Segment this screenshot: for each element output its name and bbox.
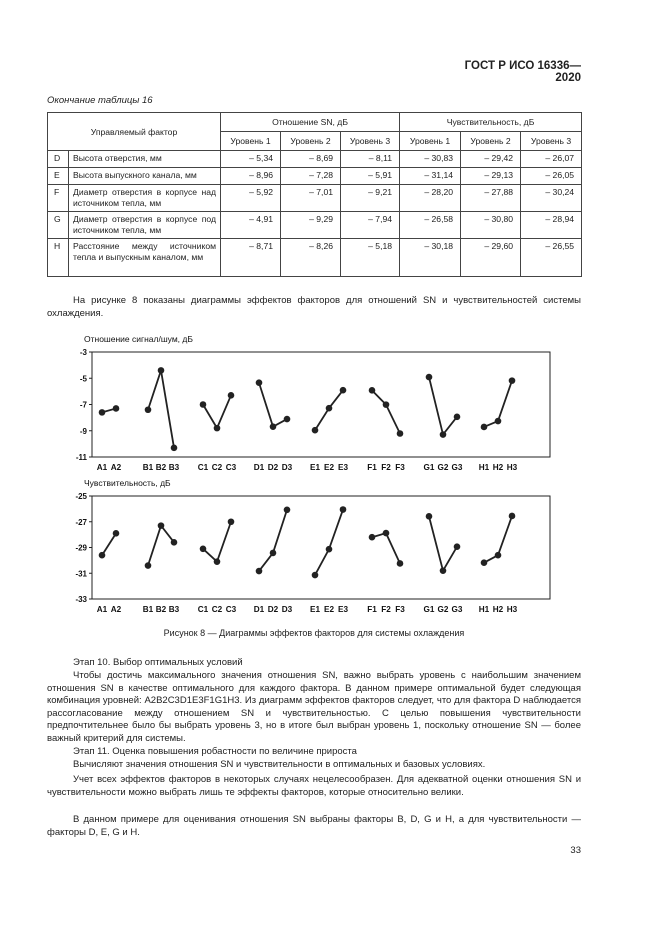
y-tick-label: -25 (75, 492, 87, 501)
table-cell: – 9,29 (281, 212, 341, 239)
data-point (326, 546, 333, 553)
data-point (312, 427, 319, 434)
table-cell: – 27,88 (461, 185, 521, 212)
table-cell: – 8,71 (221, 239, 281, 277)
table-row (48, 212, 582, 239)
data-point (509, 377, 516, 384)
x-tick-label: A2 (110, 463, 122, 472)
table-cell: – 30,24 (521, 185, 582, 212)
stage-11-heading: Этап 11. Оценка повышения робастности по величине прироста (73, 746, 357, 757)
x-tick-label: E3 (337, 463, 349, 472)
x-tick-label: H2 (492, 605, 504, 614)
table-cell: – 29,42 (461, 151, 521, 168)
x-tick-label: H3 (506, 605, 518, 614)
x-tick-label: F3 (395, 463, 405, 472)
chart-title: Чувствительность, дБ (84, 478, 171, 488)
table-cell: – 4,91 (221, 212, 281, 239)
table-row (48, 185, 582, 212)
factor-code: H (48, 239, 69, 277)
effect-line-2 (148, 370, 174, 447)
data-point (99, 409, 106, 416)
header-factor: Управляемый фактор (48, 113, 221, 151)
x-tick-label: D1 (253, 463, 265, 472)
data-point (440, 431, 447, 438)
data-point (481, 559, 488, 566)
y-tick-label: -31 (75, 569, 87, 579)
x-tick-label: A1 (96, 463, 108, 472)
table-cell: – 8,69 (281, 151, 341, 168)
x-tick-label: D2 (267, 605, 279, 614)
factor-code: F (48, 185, 69, 212)
x-tick-label: F2 (381, 605, 391, 614)
x-tick-label: G1 (423, 605, 435, 614)
document-header: ГОСТ Р ИСО 16336—2020 (464, 60, 581, 84)
table-cell: – 8,11 (341, 151, 400, 168)
x-tick-label: H1 (478, 605, 490, 614)
x-tick-label: D1 (253, 605, 265, 614)
x-tick-label: A1 (96, 605, 108, 614)
x-tick-label: C1 (197, 463, 209, 472)
data-point (113, 530, 120, 537)
x-tick-label: H3 (506, 463, 518, 472)
x-tick-label: B2 (155, 463, 167, 472)
x-tick-label: B1 (142, 463, 154, 472)
data-point (454, 543, 461, 550)
table-cell: – 7,28 (281, 168, 341, 185)
paragraph: В данном примере для оценивания отношения SN выбраны факторы B, D, G и H, а для чувствительности — факторы D, E, G и H. (47, 814, 581, 838)
x-tick-label: C2 (211, 605, 223, 614)
data-point (171, 445, 178, 452)
x-tick-label: E1 (309, 605, 321, 614)
table-cell: – 5,92 (221, 185, 281, 212)
table-row (48, 168, 582, 185)
table-caption: Окончание таблицы 16 (47, 95, 153, 106)
data-point (214, 425, 221, 432)
data-point (383, 401, 390, 408)
data-point (426, 374, 433, 381)
table-cell: – 26,05 (521, 168, 582, 185)
intro-paragraph: На рисунке 8 показаны диаграммы эффектов факторов для отношений SN и чувствительностей системы охлаждения. (47, 295, 581, 319)
table-cell: – 5,18 (341, 239, 400, 277)
table-cell: – 26,58 (400, 212, 461, 239)
data-point (200, 401, 207, 408)
x-tick-label: G2 (437, 463, 449, 472)
y-tick-label: -27 (75, 517, 87, 527)
y-tick-label: -9 (79, 426, 87, 436)
effects-figure (70, 330, 560, 620)
effect-line-6 (372, 533, 400, 563)
table-cell: – 29,13 (461, 168, 521, 185)
data-point (256, 379, 263, 386)
table-cell: – 30,18 (400, 239, 461, 277)
data-point (145, 562, 152, 569)
data-point (369, 387, 376, 394)
table-cell: – 29,60 (461, 239, 521, 277)
factor-code: E (48, 168, 69, 185)
x-tick-label: A2 (110, 605, 122, 614)
data-point (158, 522, 165, 529)
x-tick-label: F1 (367, 605, 377, 614)
data-point (158, 367, 165, 374)
header-level: Уровень 3 (521, 132, 582, 151)
x-tick-label: E1 (309, 463, 321, 472)
x-tick-label: B2 (155, 605, 167, 614)
x-tick-label: F2 (381, 463, 391, 472)
data-point (270, 550, 277, 557)
effect-line-4 (259, 510, 287, 571)
y-tick-label: -33 (75, 595, 87, 604)
x-tick-label: H1 (478, 463, 490, 472)
table-cell: – 7,94 (341, 212, 400, 239)
x-tick-label: C2 (211, 463, 223, 472)
data-point (426, 513, 433, 520)
table-row (48, 151, 582, 168)
effect-line-2 (148, 526, 174, 566)
x-tick-label: E2 (323, 605, 335, 614)
effect-line-3 (203, 522, 231, 562)
paragraph: Вычисляют значения отношения SN и чувствительности в оптимальных и базовых условиях. (73, 759, 486, 770)
factor-name: Расстояние между источником тепла и выпускным каналом, мм (69, 239, 221, 277)
data-point (284, 506, 291, 513)
table-cell: – 9,21 (341, 185, 400, 212)
data-point (454, 414, 461, 421)
data-point (228, 392, 235, 399)
y-tick-label: -3 (79, 348, 87, 357)
table-cell: – 28,94 (521, 212, 582, 239)
x-tick-label: C3 (225, 605, 237, 614)
x-tick-label: G1 (423, 463, 435, 472)
data-point (440, 567, 447, 574)
data-point (145, 406, 152, 413)
data-point (113, 405, 120, 412)
data-point (369, 534, 376, 541)
x-tick-label: F1 (367, 463, 377, 472)
figure-caption: Рисунок 8 — Диаграммы эффектов факторов для системы охлаждения (163, 628, 465, 638)
factor-name: Диаметр отверстия в корпусе над источником тепла, мм (69, 185, 221, 212)
data-point (397, 560, 404, 567)
y-tick-label: -5 (79, 374, 87, 384)
table-cell: – 7,01 (281, 185, 341, 212)
x-tick-label: G3 (451, 605, 463, 614)
y-tick-label: -29 (75, 543, 87, 553)
header-level: Уровень 3 (341, 132, 400, 151)
effect-line-6 (372, 390, 400, 433)
paragraph: Чтобы достичь максимального значения отношения SN, важно выбрать уровень с наибольшим значением отношения SN в качестве оптимального для каждого фактора. В данном примере оптимальной будет следующая комбинация уровней: A2B2C3D1E3F1G1H3. Из диаграмм эффектов факторов следует, что для фактора D наблюдается рассогласование между отношением SN и чувствительностью. С целью повышения чувствительности предпочтительнее было бы выбрать уровень 3, но в итоге был выбран уровень 1, поскольку отношение SN — более важный критерий для системы. (47, 670, 581, 744)
table-cell: – 5,34 (221, 151, 281, 168)
data-point (481, 424, 488, 431)
paragraph: Учет всех эффектов факторов в некоторых случаях нецелесообразен. Для адекватной оценки отношения SN и чувствительности можно выбрать лишь те эффекты факторов, которые относительно велики. (47, 774, 581, 798)
data-point (495, 552, 502, 559)
x-tick-label: D3 (281, 605, 293, 614)
data-point (171, 539, 178, 546)
data-point (509, 513, 516, 520)
y-tick-label: -7 (79, 400, 87, 410)
x-tick-label: B1 (142, 605, 154, 614)
data-point (270, 423, 277, 430)
data-point (256, 568, 263, 575)
effect-line-4 (259, 383, 287, 427)
y-tick-label: -11 (75, 453, 87, 462)
factor-code: G (48, 212, 69, 239)
table-cell: – 26,55 (521, 239, 582, 277)
x-tick-label: C1 (197, 605, 209, 614)
x-tick-label: H2 (492, 463, 504, 472)
effect-line-5 (315, 510, 343, 576)
factor-name: Высота выпускного канала, мм (69, 168, 221, 185)
data-point (326, 405, 333, 412)
data-point (228, 518, 235, 525)
factor-table (47, 112, 582, 277)
x-tick-label: B3 (168, 605, 180, 614)
factor-code: D (48, 151, 69, 168)
stage-10-heading: Этап 10. Выбор оптимальных условий (73, 657, 243, 668)
factor-name: Высота отверстия, мм (69, 151, 221, 168)
data-point (214, 558, 221, 565)
effect-line-7 (429, 516, 457, 570)
data-point (200, 545, 207, 552)
plot-area (92, 496, 550, 599)
table-cell: – 31,14 (400, 168, 461, 185)
table-cell: – 28,20 (400, 185, 461, 212)
data-point (495, 418, 502, 425)
factor-name: Диаметр отверстия в корпусе под источником тепла, мм (69, 212, 221, 239)
x-tick-label: G2 (437, 605, 449, 614)
data-point (99, 552, 106, 559)
header-sensitivity-group: Чувствительность, дБ (400, 113, 582, 132)
table-cell: – 8,26 (281, 239, 341, 277)
x-tick-label: G3 (451, 463, 463, 472)
effect-line-1 (102, 533, 116, 555)
x-tick-label: B3 (168, 463, 180, 472)
x-tick-label: E2 (323, 463, 335, 472)
x-tick-label: D3 (281, 463, 293, 472)
header-level: Уровень 1 (400, 132, 461, 151)
table-cell: – 5,91 (341, 168, 400, 185)
x-tick-label: C3 (225, 463, 237, 472)
chart-title: Отношение сигнал/шум, дБ (84, 334, 193, 344)
table-cell: – 26,07 (521, 151, 582, 168)
header-level: Уровень 2 (461, 132, 521, 151)
page-number: 33 (570, 845, 581, 856)
data-point (284, 416, 291, 423)
header-level: Уровень 1 (221, 132, 281, 151)
x-tick-label: E3 (337, 605, 349, 614)
table-cell: – 8,96 (221, 168, 281, 185)
effect-line-7 (429, 377, 457, 434)
x-tick-label: F3 (395, 605, 405, 614)
table-cell: – 30,80 (461, 212, 521, 239)
header-level: Уровень 2 (281, 132, 341, 151)
data-point (312, 572, 319, 579)
data-point (397, 430, 404, 437)
header-sn-group: Отношение SN, дБ (221, 113, 400, 132)
table-row (48, 239, 582, 277)
x-tick-label: D2 (267, 463, 279, 472)
effect-line-3 (203, 395, 231, 428)
table-cell: – 30,83 (400, 151, 461, 168)
data-point (340, 387, 347, 394)
data-point (340, 506, 347, 513)
data-point (383, 530, 390, 537)
